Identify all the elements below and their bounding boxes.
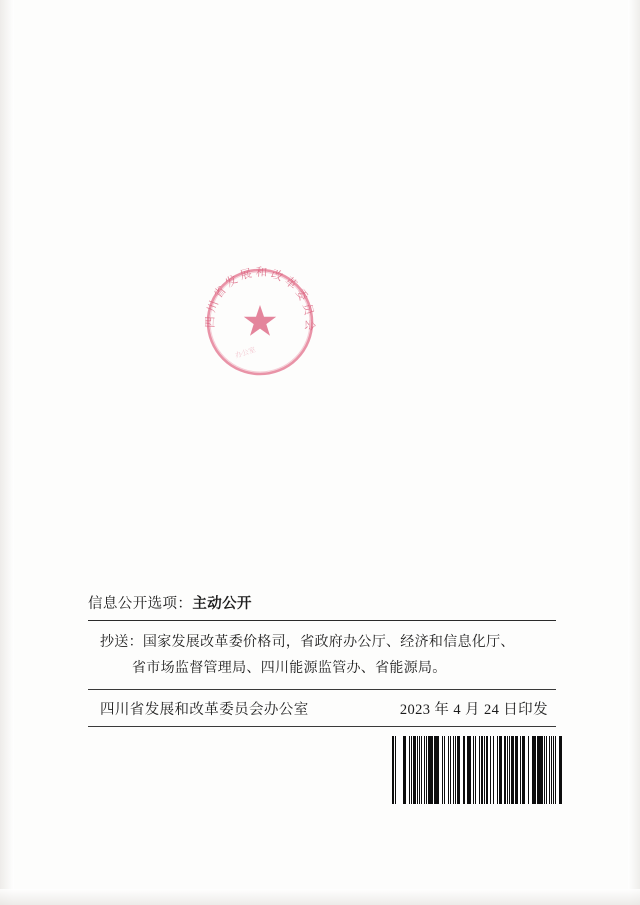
scan-edge-right xyxy=(628,0,640,905)
issuer-name: 四川省发展和改革委员会办公室 xyxy=(100,702,309,718)
disclosure-label: 信息公开选项： xyxy=(88,596,193,612)
issuer-date: 2023 年 4 月 24 日印发 xyxy=(399,702,548,718)
barcode xyxy=(392,736,562,804)
svg-text:四川省发展和改革委员会: 四川省发展和改革委员会 xyxy=(204,266,316,335)
copy-to-line-2: 省市场监督管理局、四川能源监管办、省能源局。 xyxy=(132,661,447,676)
scan-edge-bottom xyxy=(0,889,640,905)
copy-to-line-1: 抄送：国家发展改革委价格司，省政府办公厅、经济和信息化厅、 xyxy=(100,635,515,650)
copy-to-block xyxy=(88,621,556,689)
footer-divider-bottom xyxy=(88,726,556,727)
disclosure-option-line xyxy=(88,592,556,613)
disclosure-value: 主动公开 xyxy=(192,596,252,612)
official-seal-icon xyxy=(196,258,324,386)
issuer-row xyxy=(88,690,556,726)
svg-text:办公室: 办公室 xyxy=(234,345,257,360)
scan-edge-left xyxy=(0,0,14,905)
document-footer xyxy=(88,592,556,727)
